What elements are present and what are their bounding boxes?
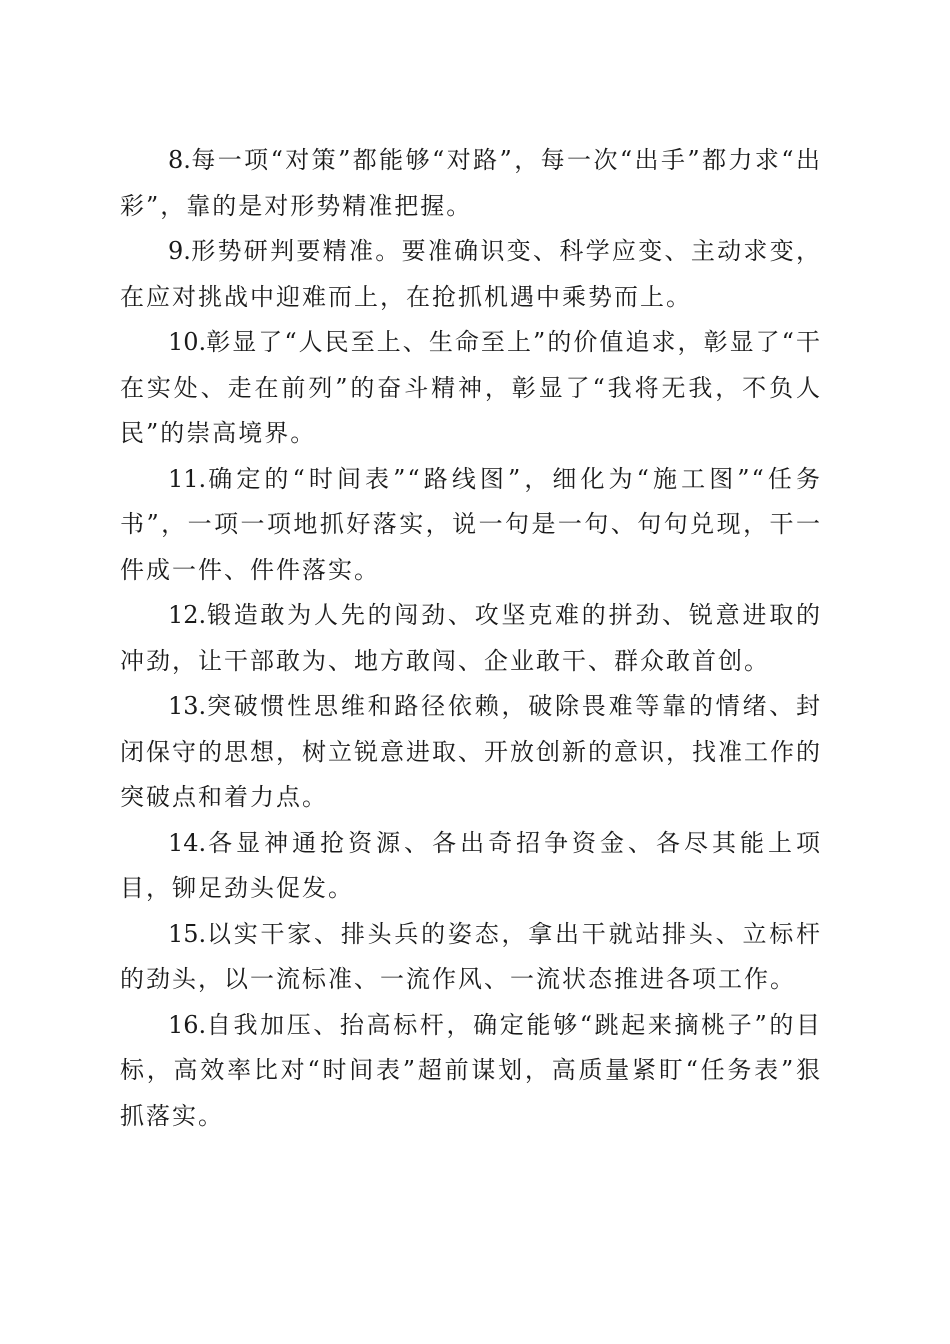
paragraph-11 [120,457,822,594]
paragraph-text: 形势研判要精准。要准确识变、科学应变、主动求变，在应对挑战中迎难而上，在抢抓机遇中乘势而上。 [120,237,822,311]
paragraph-12 [120,593,822,684]
paragraph-number: 11. [168,464,207,493]
paragraph-text: 突破惯性思维和路径依赖，破除畏难等靠的情绪、封闭保守的思想，树立锐意进取、开放创新的意识，找准工作的突破点和着力点。 [120,692,822,811]
paragraph-text: 自我加压、抬高标杆，确定能够“跳起来摘桃子”的目标，高效率比对“时间表”超前谋划，高质量紧盯“任务表”狠抓落实。 [120,1010,822,1130]
document-page [120,138,822,1139]
paragraph-text: 确定的“时间表”“路线图”，细化为“施工图”“任务书”，一项一项地抓好落实，说一句是一句、句句兑现，干一件成一件、件件落实。 [120,464,822,584]
paragraph-13 [120,684,822,821]
paragraph-8 [120,138,822,229]
paragraph-text: 以实干家、排头兵的姿态，拿出干就站排头、立标杆的劲头，以一流标准、一流作风、一流状态推进各项工作。 [120,919,822,993]
paragraph-text: 每一项“对策”都能够“对路”，每一次“出手”都力求“出彩”，靠的是对形势精准把握。 [120,146,822,220]
paragraph-9 [120,229,822,320]
paragraph-16 [120,1003,822,1140]
paragraph-number: 14. [168,828,207,857]
paragraph-number: 15. [168,919,207,948]
paragraph-text: 锻造敢为人先的闯劲、攻坚克难的拼劲、锐意进取的冲劲，让干部敢为、地方敢闯、企业敢干、群众敢首创。 [120,601,822,675]
paragraph-text: 彰显了“人民至上、生命至上”的价值追求，彰显了“干在实处、走在前列”的奋斗精神，彰显了“我将无我，不负人民”的崇高境界。 [120,328,822,447]
paragraph-number: 13. [168,692,207,720]
paragraph-15 [120,912,822,1003]
paragraph-10 [120,320,822,457]
paragraph-number: 16. [168,1010,207,1039]
paragraph-number: 12. [168,601,207,629]
paragraph-14 [120,821,822,912]
paragraph-number: 8. [168,146,191,174]
paragraph-number: 9. [168,237,191,265]
paragraph-text: 各显神通抢资源、各出奇招争资金、各尽其能上项目，铆足劲头促发。 [120,828,822,902]
paragraph-number: 10. [168,328,207,356]
